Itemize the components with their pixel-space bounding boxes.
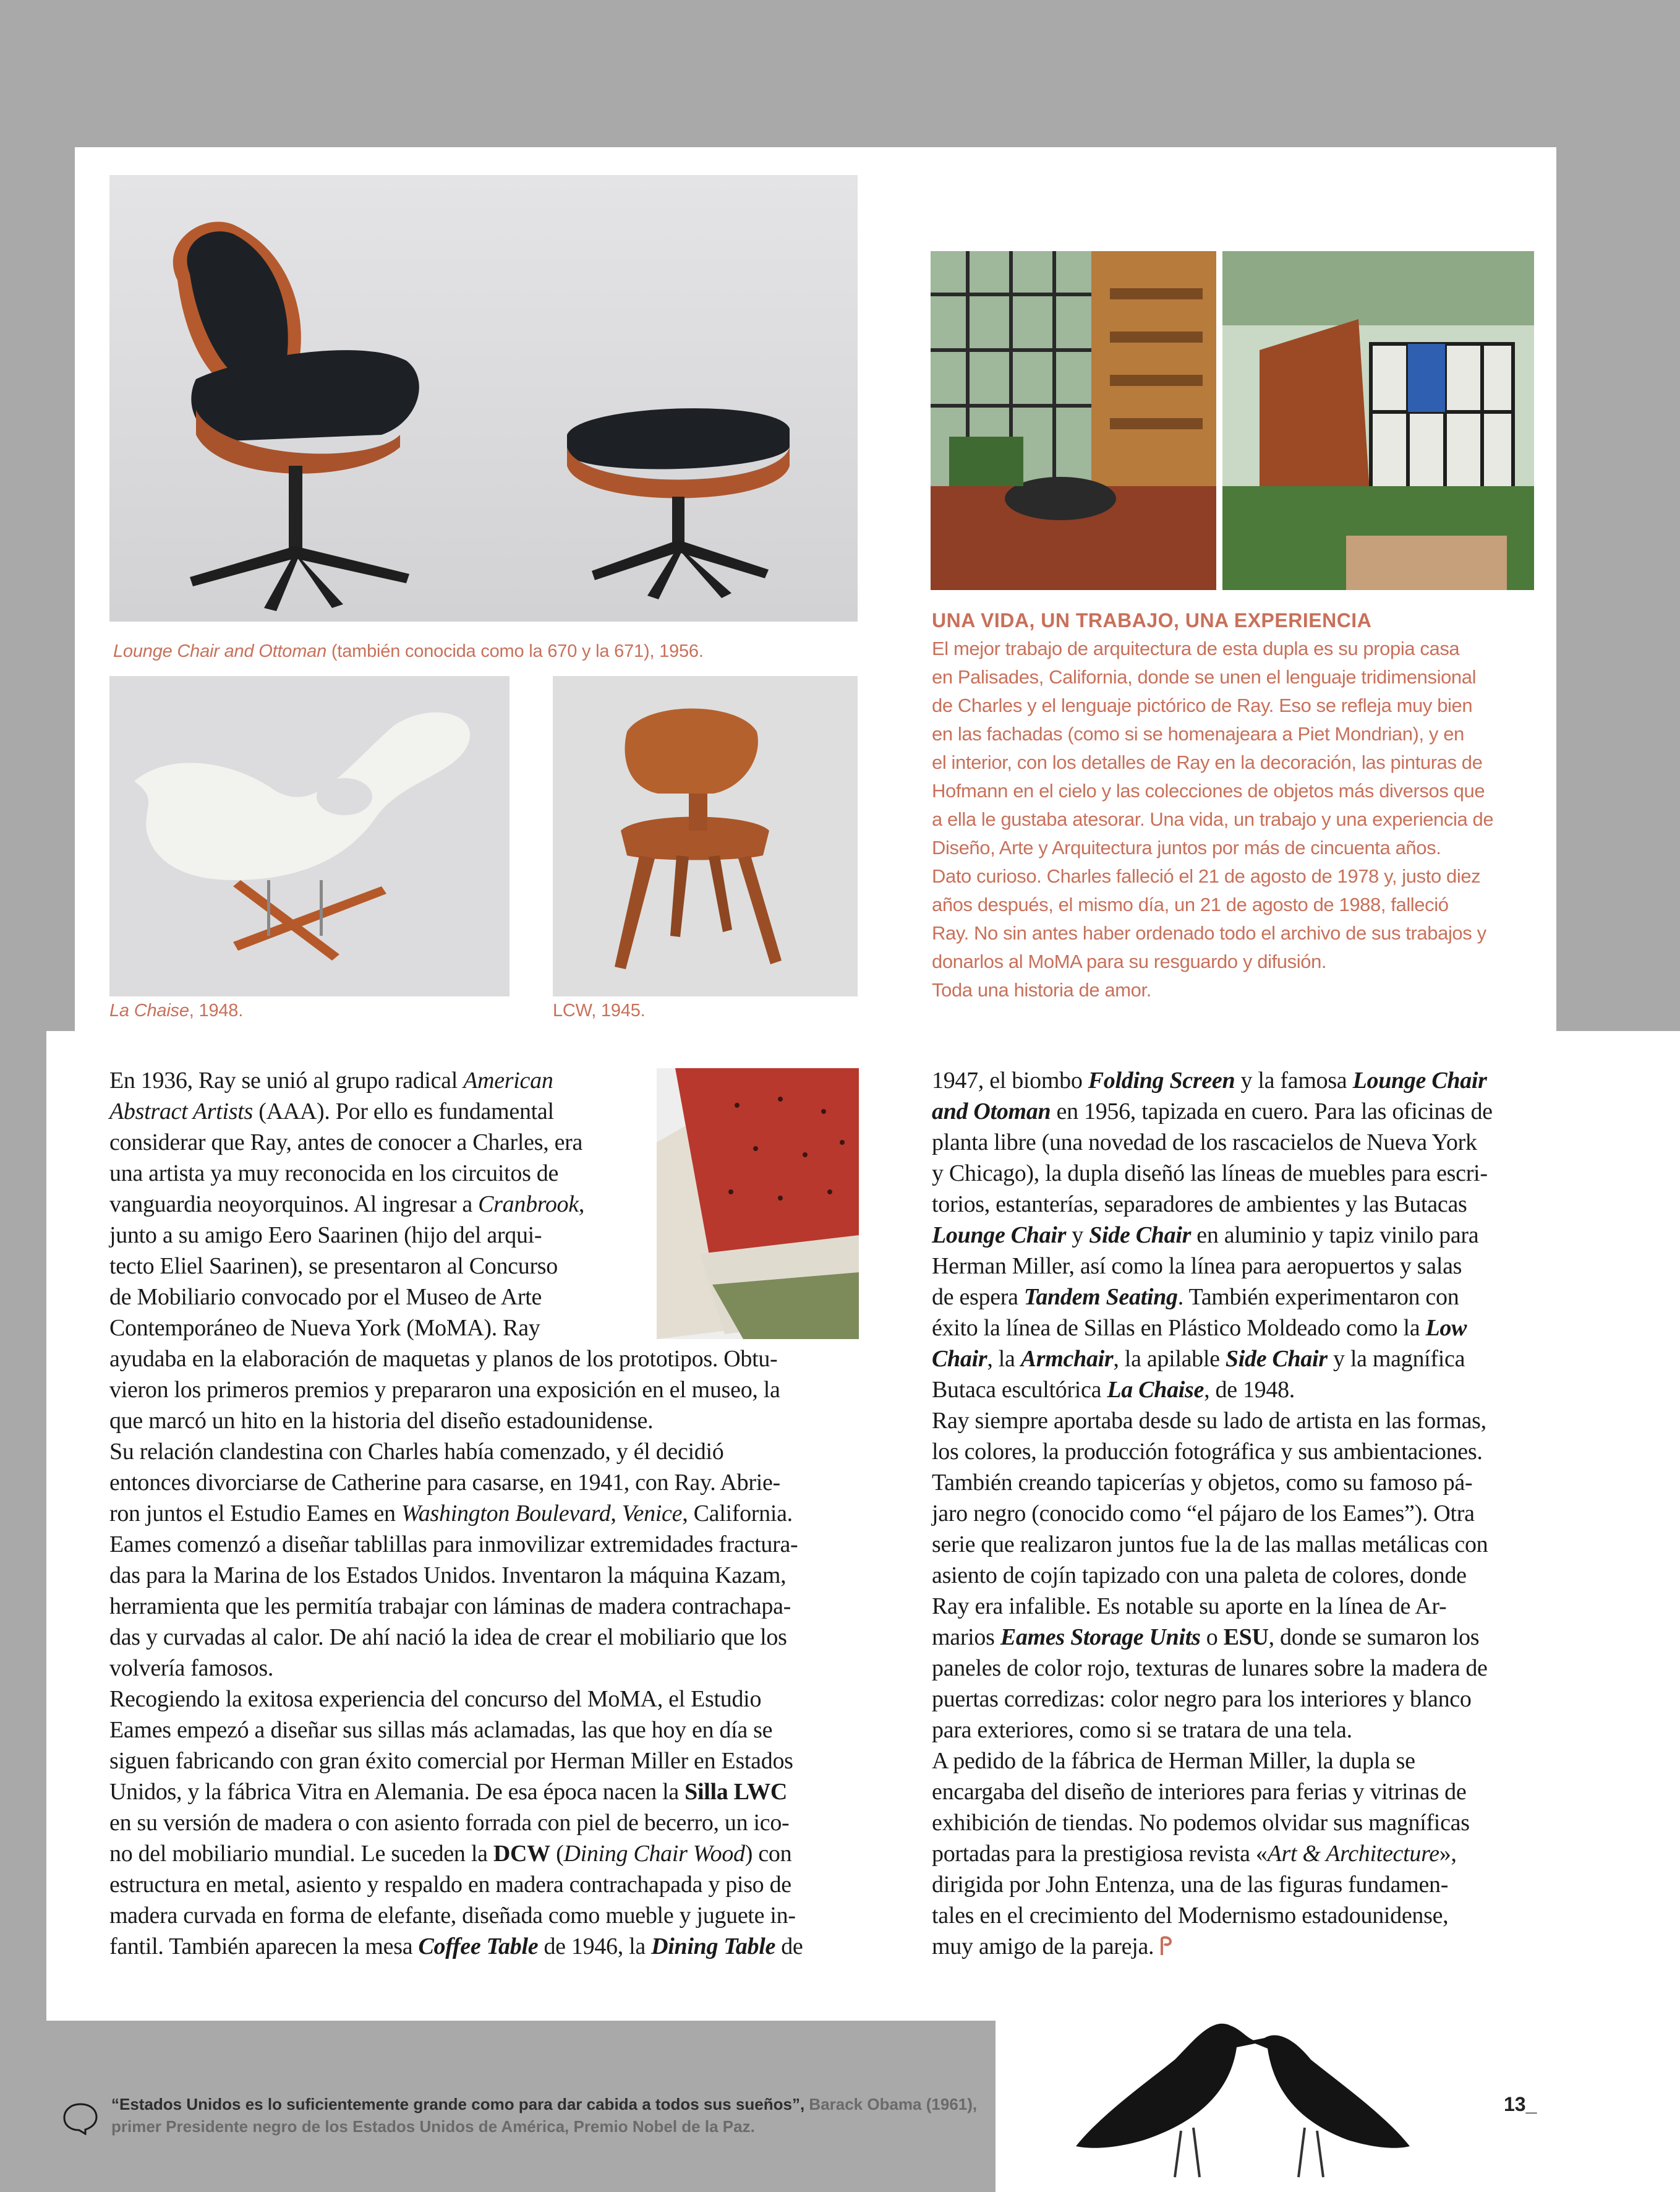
emphasis-run: Venice: [621, 1501, 683, 1526]
emphasis-run: Folding Screen: [1088, 1068, 1235, 1094]
text-run: madera curvada en forma de elefante, diseñada como mueble y juguete in-: [109, 1903, 796, 1929]
article-column-right: [932, 1065, 1550, 1962]
text-run: , de 1948.: [1204, 1377, 1295, 1403]
text-run: y la famosa: [1235, 1068, 1353, 1094]
text-run: puertas corredizas: color negro para los interiores y blanco: [932, 1686, 1472, 1712]
text-run: éxito la línea de Sillas en Plástico Moldeado como la: [932, 1315, 1426, 1341]
text-run: jaro negro (conocido como “el pájaro de los Eames”). Otra: [932, 1501, 1475, 1526]
text-line: [109, 1684, 861, 1715]
text-line: [109, 1065, 647, 1096]
text-run: no del mobiliario mundial. Le suceden la: [109, 1841, 493, 1867]
text-run: serie que realizaron juntos fue la de las mallas metálicas con: [932, 1531, 1488, 1557]
sidebar-title: UNA VIDA, UN TRABAJO, UNA EXPERIENCIA: [932, 609, 1372, 631]
text-run: »,: [1439, 1841, 1457, 1867]
sidebar-line: en las fachadas (como si se homenajeara a Piet Mondrian), y en: [932, 723, 1464, 745]
text-run: marios: [932, 1624, 1000, 1650]
text-line: [932, 1220, 1550, 1251]
lcw-caption: LCW, 1945.: [553, 1001, 646, 1021]
emphasis-run: ESU: [1223, 1624, 1269, 1650]
text-line: [109, 1776, 861, 1807]
text-run: , California.: [682, 1501, 793, 1526]
text-run: ron juntos el Estudio Eames en: [109, 1501, 401, 1526]
text-line: [109, 1745, 861, 1776]
eames-house-exterior-photo: [1222, 251, 1534, 590]
sidebar-story: [932, 606, 1538, 1004]
la-chaise-photo: [109, 676, 510, 996]
quote-text: “Estados Unidos es lo suficientemente grande como para dar cabida a todos sus sueños”,: [111, 2095, 805, 2113]
emphasis-run: Eames Storage Units: [1000, 1624, 1201, 1650]
text-line: [109, 1189, 647, 1220]
text-run: 1947, el biombo: [932, 1068, 1088, 1094]
text-line: [932, 1807, 1550, 1838]
end-of-article-icon: [1159, 1933, 1173, 1959]
text-line: [932, 1189, 1550, 1220]
text-run: de 1946, la: [538, 1933, 652, 1959]
text-run: das para la Marina de los Estados Unidos. Inventaron la máquina Kazam,: [109, 1562, 787, 1588]
text-line: [109, 1312, 647, 1343]
emphasis-run: Art & Architecture: [1267, 1841, 1439, 1867]
text-line: [109, 1158, 647, 1189]
text-run: una artista ya muy reconocida en los circuitos de: [109, 1160, 559, 1186]
text-run: entonces divorciarse de Catherine para casarse, en 1941, con Ray. Abrie-: [109, 1470, 780, 1496]
text-line: [109, 1374, 861, 1405]
text-run: encargaba del diseño de interiores para ferias y vitrinas de: [932, 1779, 1467, 1805]
text-line: [109, 1931, 861, 1962]
text-run: ) con: [744, 1841, 792, 1867]
text-line: [109, 1436, 861, 1467]
sidebar-line: El mejor trabajo de arquitectura de esta dupla es su propia casa: [932, 638, 1460, 659]
text-line: [109, 1498, 861, 1529]
emphasis-run: Tandem Seating: [1023, 1284, 1178, 1310]
text-run: y Chicago), la dupla diseñó las líneas de muebles para escri-: [932, 1160, 1488, 1186]
text-run: Ray siempre aportaba desde su lado de artista en las formas,: [932, 1408, 1486, 1434]
text-run: exhibición de tiendas. No podemos olvidar sus magníficas: [932, 1810, 1470, 1836]
emphasis-run: DCW: [493, 1841, 550, 1867]
text-run: siguen fabricando con gran éxito comercial por Herman Miller en Estados: [109, 1748, 793, 1774]
emphasis-run: Washington Boulevard: [401, 1501, 611, 1526]
text-line: [932, 1436, 1550, 1467]
text-run: ,: [578, 1191, 585, 1217]
text-run: en su versión de madera o con asiento forrada con piel de becerro, un ico-: [109, 1810, 790, 1836]
text-run: También creando tapicerías y objetos, como su famoso pá-: [932, 1470, 1473, 1496]
emphasis-run: Abstract Artists: [109, 1098, 254, 1124]
text-run: vieron los primeros premios y prepararon una exposición en el museo, la: [109, 1377, 780, 1403]
text-run: los colores, la producción fotográfica y sus ambientaciones.: [932, 1439, 1483, 1465]
sidebar-line: años después, el mismo día, un 21 de agosto de 1988, falleció: [932, 894, 1449, 915]
text-run: de espera: [932, 1284, 1024, 1310]
text-run: , la apilable: [1113, 1346, 1226, 1372]
text-line: [932, 1282, 1550, 1312]
emphasis-run: Lounge Chair: [932, 1222, 1067, 1248]
text-run: considerar que Ray, antes de conocer a Charles, era: [109, 1129, 583, 1155]
text-run: . También experimentaron con: [1177, 1284, 1459, 1310]
text-run: A pedido de la fábrica de Herman Miller, la dupla se: [932, 1748, 1415, 1774]
sidebar-line: en Palisades, California, donde se unen el lenguaje tridimensional: [932, 666, 1477, 688]
text-run: vanguardia neoyorquinos. Al ingresar a: [109, 1191, 479, 1217]
emphasis-run: Side Chair: [1089, 1222, 1192, 1248]
text-line: [932, 1251, 1550, 1282]
sidebar-line: Diseño, Arte y Arquitectura juntos por más de cincuenta años.: [932, 837, 1441, 858]
text-line: [932, 1467, 1550, 1498]
sidebar-line: el interior, con los detalles de Ray en la decoración, las pinturas de: [932, 751, 1483, 773]
text-run: Recogiendo la exitosa experiencia del concurso del MoMA, el Estudio: [109, 1686, 762, 1712]
footer-quote: [111, 2093, 989, 2138]
emphasis-run: La Chaise: [1107, 1377, 1205, 1403]
text-line: [109, 1467, 861, 1498]
text-run: fantil. También aparecen la mesa: [109, 1933, 419, 1959]
text-line: [932, 1312, 1550, 1343]
text-run: y: [1066, 1222, 1089, 1248]
text-line: [932, 1405, 1550, 1436]
sidebar-line: Dato curioso. Charles falleció el 21 de agosto de 1978 y, justo diez: [932, 865, 1481, 887]
emphasis-run: Armchair: [1020, 1346, 1114, 1372]
text-line: [932, 1653, 1550, 1684]
emphasis-run: Lounge Chair: [1352, 1068, 1487, 1094]
emphasis-run: Dining Table: [651, 1933, 776, 1959]
text-run: ,: [610, 1501, 622, 1526]
text-line: [932, 1158, 1550, 1189]
sidebar-line: Ray. No sin antes haber ordenado todo el archivo de sus trabajos y: [932, 922, 1486, 944]
text-run: en 1956, tapizada en cuero. Para las oficinas de: [1051, 1098, 1493, 1124]
text-line: [932, 1591, 1550, 1622]
text-line: [109, 1405, 861, 1436]
article-column-left-top: [109, 1065, 647, 1343]
text-run: Butaca escultórica: [932, 1377, 1107, 1403]
text-line: [932, 1684, 1550, 1715]
lounge-chair-photo: [109, 175, 858, 622]
text-run: tales en el crecimiento del Modernismo estadounidense,: [932, 1903, 1449, 1929]
text-line: [932, 1745, 1550, 1776]
text-line: [109, 1282, 647, 1312]
text-run: portadas para la prestigiosa revista «: [932, 1841, 1268, 1867]
sidebar-line: a ella le gustaba atesorar. Una vida, un trabajo y una experiencia de: [932, 808, 1494, 830]
text-line: [932, 1127, 1550, 1158]
text-line: [109, 1096, 647, 1127]
text-line: [109, 1807, 861, 1838]
sidebar-line: Toda una historia de amor.: [932, 979, 1151, 1001]
text-line: [109, 1869, 861, 1900]
text-run: das y curvadas al calor. De ahí nació la idea de crear el mobiliario que los: [109, 1624, 787, 1650]
text-run: Eames empezó a diseñar sus sillas más aclamadas, las que hoy en día se: [109, 1717, 773, 1743]
speech-bubble-icon: [62, 2102, 99, 2135]
text-line: [109, 1838, 861, 1869]
text-line: [109, 1653, 861, 1684]
text-line: [109, 1220, 647, 1251]
text-run: tecto Eliel Saarinen), se presentaron al Concurso: [109, 1253, 558, 1279]
text-line: [109, 1591, 861, 1622]
text-run: junto a su amigo Eero Saarinen (hijo del arqui-: [109, 1222, 542, 1248]
text-run: muy amigo de la pareja.: [932, 1933, 1160, 1959]
text-line: [932, 1096, 1550, 1127]
text-run: ayudaba en la elaboración de maquetas y planos de los prototipos. Obtu-: [109, 1346, 778, 1372]
text-run: herramienta que les permitía trabajar con láminas de madera contrachapa-: [109, 1593, 791, 1619]
text-line: [932, 1374, 1550, 1405]
text-line: [109, 1529, 861, 1560]
emphasis-run: and Otoman: [932, 1098, 1051, 1124]
text-line: [932, 1065, 1550, 1096]
text-run: asiento de cojín tapizado con una paleta de colores, donde: [932, 1562, 1467, 1588]
emphasis-run: Cranbrook: [478, 1191, 579, 1217]
text-line: [932, 1529, 1550, 1560]
la-chaise-caption: La Chaise, 1948.: [109, 1001, 244, 1021]
text-run: y la magnífica: [1327, 1346, 1465, 1372]
text-run: En 1936, Ray se unió al grupo radical: [109, 1068, 464, 1094]
quote-author: Barack Obama (1961),: [804, 2095, 978, 2113]
text-line: [109, 1251, 647, 1282]
lounge-chair-caption: Lounge Chair and Ottoman (también conocida como la 670 y la 671), 1956.: [113, 641, 704, 661]
emphasis-run: Coffee Table: [418, 1933, 539, 1959]
text-line: [109, 1127, 647, 1158]
text-run: , la: [987, 1346, 1021, 1372]
sidebar-text: [932, 635, 1538, 1004]
text-run: volvería famosos.: [109, 1655, 274, 1681]
text-line: [932, 1622, 1550, 1653]
eames-house-bird-photo: [1051, 1992, 1435, 2183]
text-run: o: [1200, 1624, 1224, 1650]
text-line: [932, 1343, 1550, 1374]
text-line: [109, 1343, 861, 1374]
emphasis-run: Low: [1425, 1315, 1467, 1341]
text-run: en aluminio y tapiz vinilo para: [1191, 1222, 1479, 1248]
text-line: [932, 1776, 1550, 1807]
text-run: Unidos, y la fábrica Vitra en Alemania. De esa época nacen la: [109, 1779, 685, 1805]
text-line: [932, 1715, 1550, 1745]
sidebar-line: donarlos al MoMA para su resguardo y difusión.: [932, 951, 1327, 972]
eames-house-interior-photo: [931, 251, 1216, 590]
emphasis-run: Silla LWC: [684, 1779, 788, 1805]
text-line: [109, 1560, 861, 1591]
text-line: [932, 1869, 1550, 1900]
text-run: estructura en metal, asiento y respaldo en madera contrachapada y piso de: [109, 1872, 791, 1898]
text-line: [932, 1900, 1550, 1931]
article-column-left: [109, 1343, 861, 1962]
emphasis-run: Chair: [932, 1346, 987, 1372]
text-line: [109, 1900, 861, 1931]
text-line: [932, 1838, 1550, 1869]
text-run: para exteriores, como si se tratara de una tela.: [932, 1717, 1352, 1743]
text-line: [932, 1498, 1550, 1529]
text-run: Su relación clandestina con Charles había comenzado, y él decidió: [109, 1439, 724, 1465]
text-run: Contemporáneo de Nueva York (MoMA). Ray: [109, 1315, 540, 1341]
text-run: Ray era infalible. Es notable su aporte en la línea de Ar-: [932, 1593, 1447, 1619]
sidebar-line: Hofmann en el cielo y las colecciones de objetos más diversos que: [932, 780, 1485, 802]
eames-fabric-photo: [657, 1068, 859, 1339]
emphasis-run: American: [463, 1068, 553, 1094]
text-run: (: [550, 1841, 564, 1867]
quote-author-description: primer Presidente negro de los Estados Unidos de América, Premio Nobel de la Paz.: [111, 2117, 755, 2136]
text-run: que marcó un hito en la historia del diseño estadounidense.: [109, 1408, 654, 1434]
text-run: de: [775, 1933, 803, 1959]
text-line: [932, 1560, 1550, 1591]
lcw-chair-photo: [553, 676, 858, 996]
text-run: torios, estanterías, separadores de ambientes y las Butacas: [932, 1191, 1467, 1217]
text-run: paneles de color rojo, texturas de lunares sobre la madera de: [932, 1655, 1488, 1681]
text-run: dirigida por John Entenza, una de las figuras fundamen-: [932, 1872, 1449, 1898]
text-run: planta libre (una novedad de los rascacielos de Nueva York: [932, 1129, 1477, 1155]
emphasis-run: Dining Chair Wood: [563, 1841, 745, 1867]
page-number: 13_: [1504, 2093, 1537, 2115]
text-run: de Mobiliario convocado por el Museo de Arte: [109, 1284, 542, 1310]
text-run: , donde se sumaron los: [1268, 1624, 1480, 1650]
sidebar-line: de Charles y el lenguaje pictórico de Ray. Eso se refleja muy bien: [932, 695, 1473, 716]
text-run: Herman Miller, así como la línea para aeropuertos y salas: [932, 1253, 1462, 1279]
text-line: [109, 1622, 861, 1653]
text-run: (AAA). Por ello es fundamental: [253, 1098, 554, 1124]
text-line: [109, 1715, 861, 1745]
text-line: [932, 1931, 1550, 1962]
text-run: Eames comenzó a diseñar tablillas para inmovilizar extremidades fractura-: [109, 1531, 798, 1557]
emphasis-run: Side Chair: [1225, 1346, 1328, 1372]
